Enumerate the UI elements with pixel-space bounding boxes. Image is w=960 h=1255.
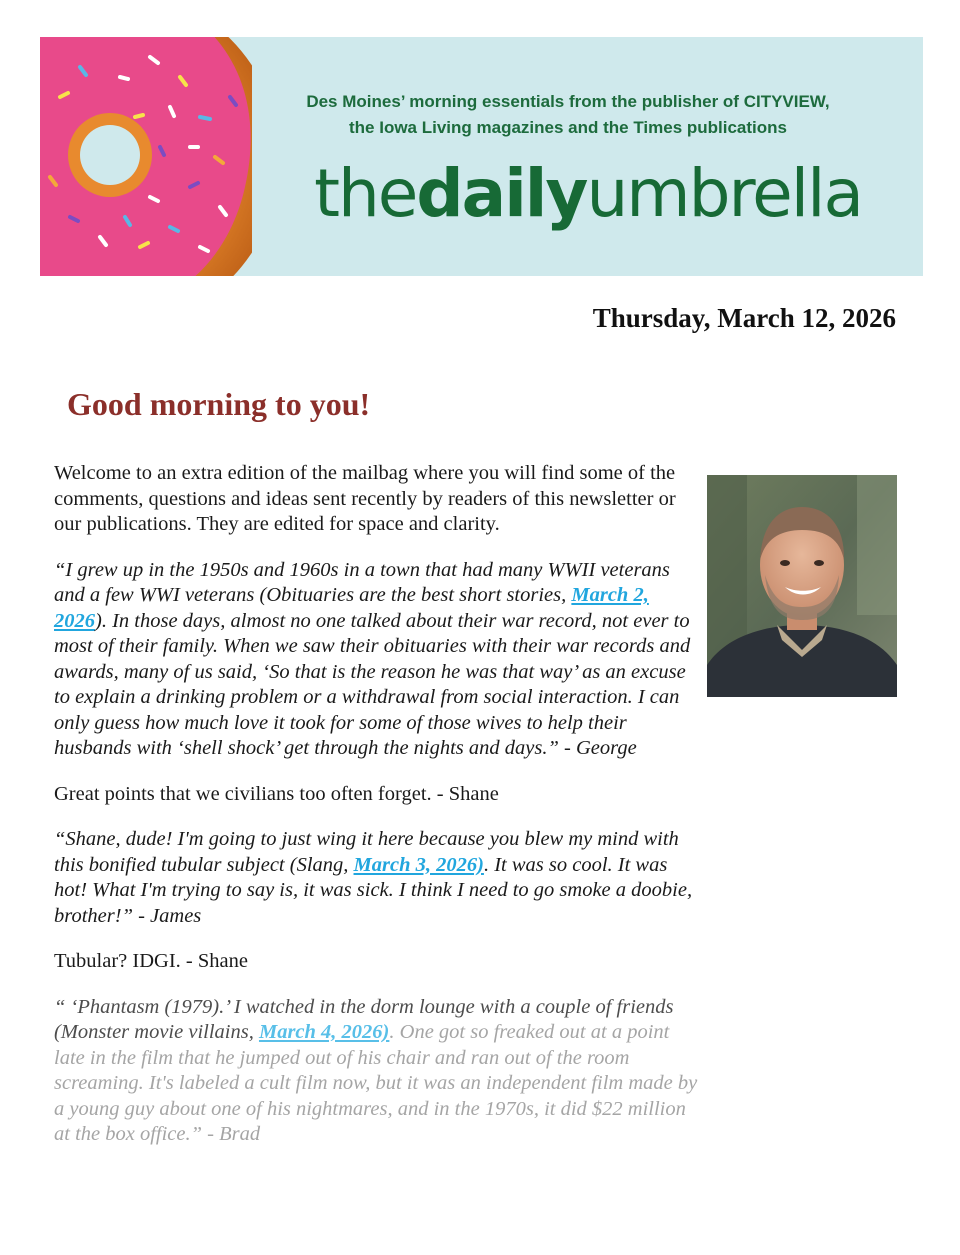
greeting-heading: Good morning to you! [67, 386, 371, 422]
wordmark-logo [288, 149, 888, 239]
reply-george: Great points that we civilians too often forget. - Shane [54, 782, 499, 805]
wordmark-daily: daily [416, 155, 587, 232]
author-photo [707, 475, 897, 697]
letter-george [54, 558, 699, 762]
letter-george-text-2: ). In those days, almost no one talked about their war record, not ever to most of their family. When we saw their obituaries with their war records and awards, many of us said, ‘So that is the reason he was that way’ as an excuse to explain a drinking problem or a withdrawal from social interaction. I can only guess how much love it took for some of those wives to help their husbands with ‘shell shock’ get through the nights and days.” - George [54, 609, 691, 759]
tagline-line-1: Des Moines’ morning essentials from the publisher of CITYVIEW, [306, 92, 830, 111]
donut-image [40, 37, 252, 276]
letter-george-text-1: “I grew up in the 1950s and 1960s in a town that had many WWII veterans and a few WWI veterans (Obituaries are the best short stories, [54, 558, 670, 606]
letter-james-text-1: “Shane, dude! I'm going to just wing it here because you blew my mind with this bonified tubular subject (Slang, [54, 828, 679, 876]
letter-brad [54, 995, 699, 1148]
letter-brad-text-2: . One got so freaked out at a point late in the film that he jumped out of his chair and ran out of the room screaming. It's labeled a cult film now, but it was an independent film made by a young guy about one of his nightmares, and in the 1970s, it did $22 million at the box office.” - Brad [54, 1021, 698, 1145]
link-march-4[interactable]: March 4, 2026) [258, 1021, 390, 1043]
link-march-3[interactable]: March 3, 2026) [353, 853, 484, 876]
issue-date: Thursday, March 12, 2026 [592, 303, 896, 333]
letter-brad-text-1: “ ‘Phantasm (1979).’ I watched in the dorm lounge with a couple of friends (Monster movie villains, [54, 995, 674, 1043]
letter-james-text-2: . It was so cool. It was hot! What I'm trying to say is, it was sick. I think I need to go smoke a doobie, brother!” - James [54, 853, 693, 927]
letter-james [54, 827, 699, 929]
wordmark-the: the [314, 155, 417, 232]
author-portrait-icon [707, 475, 897, 697]
intro-paragraph: Welcome to an extra edition of the mailbag where you will find some of the comments, questions and ideas sent recently by readers of this newsletter or our publications. They are edited for space and clarity. [54, 462, 676, 535]
tagline [258, 89, 878, 141]
header-banner [40, 37, 923, 276]
fade-overlay [54, 1236, 699, 1255]
article-body [54, 461, 699, 1168]
reply-james: Tubular? IDGI. - Shane [54, 950, 248, 972]
tagline-line-2: the Iowa Living magazines and the Times publications [349, 118, 787, 137]
donut-icon [40, 37, 252, 276]
link-march-2[interactable]: March 2, 2026 [54, 584, 649, 632]
wordmark-umbrella: umbrella [586, 155, 862, 232]
